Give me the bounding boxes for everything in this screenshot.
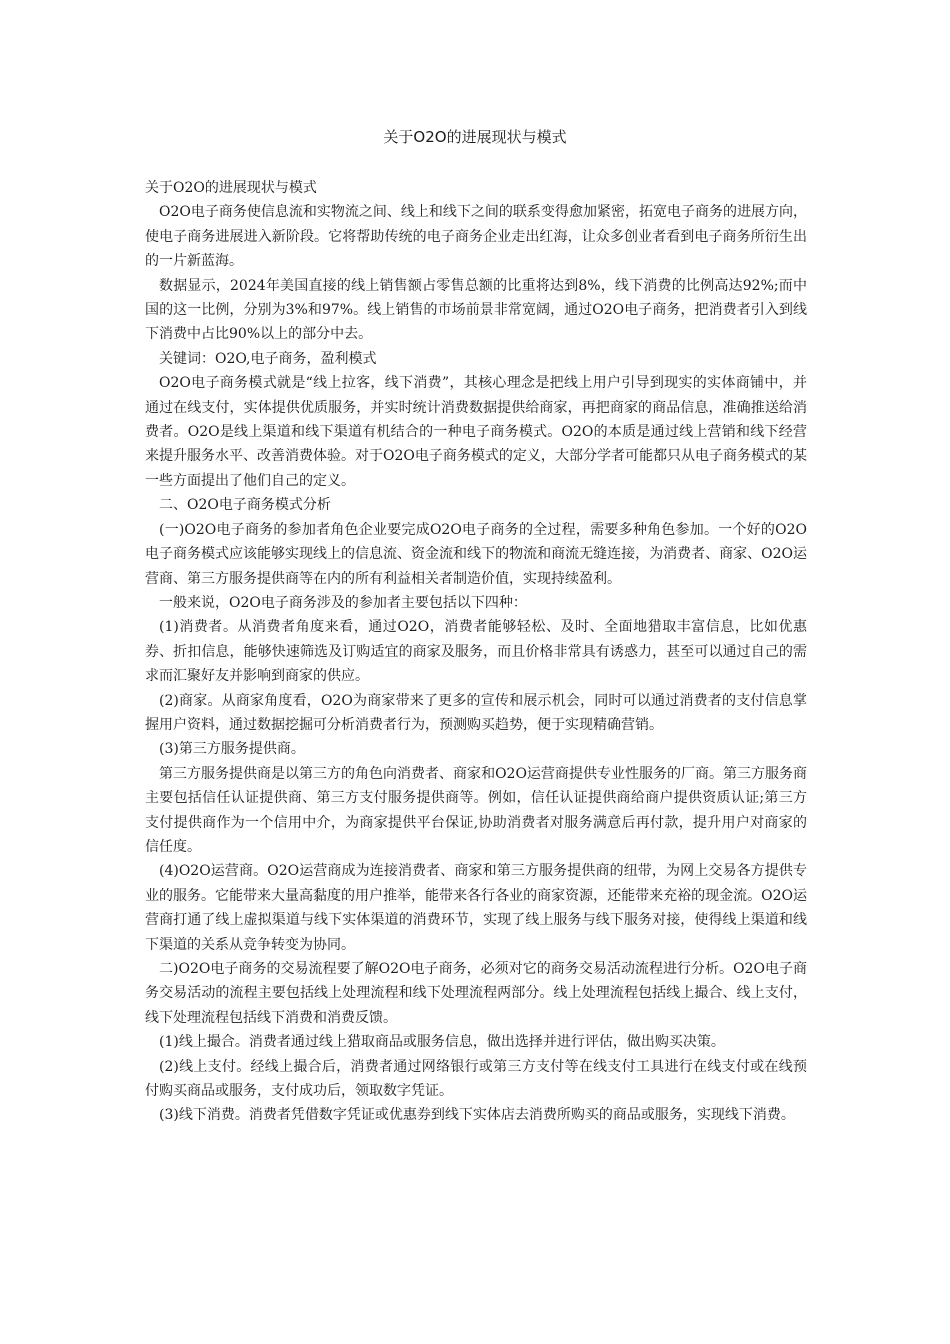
body-paragraph: 一般来说，O2O电子商务涉及的参加者主要包括以下四种： bbox=[159, 594, 527, 611]
body-paragraph: (2)商家。从商家角度看，O2O为商家带来了更多的宣传和展示机会，同时可以通过消费者的支付信息掌握用户资料，通过数据挖掘可分析消费者行为，预测购买趋势，便于实现精确营销。 bbox=[145, 692, 807, 733]
body-paragraph: O2O电子商务模式就是“线上拉客，线下消费”，其核心理念是把线上用户引导到现实的实体商铺中，并通过在线支付，实体提供优质服务，并实时统计消费数据提供给商家，再把商家的商品信息，准确推送给消费者。O2O是线上渠道和线下渠道有机结合的一种电子商务模式。O2O的本质是通过线上营销和线下经营来提升服务水平、改善消费体验。对于O2O电子商务模式的定义，大部分学者可能都只从电子商务模式的某一些方面提出了他们自己的定义。 bbox=[145, 375, 807, 489]
body-paragraph: (4)O2O运营商。O2O运营商成为连接消费者、商家和第三方服务提供商的纽带，为网上交易各方提供专业的服务。它能带来大量高黏度的用户推举，能带来各行各业的商家资源，还能带来充裕的现金流。O2O运营商打通了线上虚拟渠道与线下实体渠道的消费环节，实现了线上服务与线下服务对接，使得线上渠道和线下渠道的关系从竞争转变为协同。 bbox=[145, 863, 807, 953]
body-paragraph: 第三方服务提供商是以第三方的角色向消费者、商家和O2O运营商提供专业性服务的厂商。第三方服务商主要包括信任认证提供商、第三方支付服务提供商等。例如，信任认证提供商给商户提供资质认证;第三方支付提供商作为一个信用中介，为商家提供平台保证,协助消费者对服务满意后再付款，提升用户对商家的信任度。 bbox=[145, 765, 807, 855]
body-paragraph: 二)O2O电子商务的交易流程要了解O2O电子商务，必须对它的商务交易活动流程进行分析。O2O电子商务交易活动的流程主要包括线上处理流程和线下处理流程两部分。线上处理流程包括线上撮合、线上支付，线下处理流程包括线下消费和消费反馈。 bbox=[145, 961, 807, 1026]
body-paragraph: O2O电子商务使信息流和实物流之间、线上和线下之间的联系变得愈加紧密，拓宽电子商务的进展方向，使电子商务进展进入新阶段。它将帮助传统的电子商务企业走出红海，让众多创业者看到电子商务所衍生出的一片新蓝海。 bbox=[145, 204, 807, 270]
document-heading: 关于O2O的进展现状与模式 bbox=[145, 180, 317, 196]
document-body bbox=[145, 176, 807, 1128]
body-paragraph: (2)线上支付。经线上撮合后，消费者通过网络银行或第三方支付等在线支付工具进行在线支付或在线预付购买商品或服务，支付成功后，领取数字凭证。 bbox=[145, 1058, 807, 1100]
body-paragraph: (3)第三方服务提供商。 bbox=[159, 741, 305, 758]
body-paragraph: (一)O2O电子商务的参加者角色企业要完成O2O电子商务的全过程，需要多种角色参加。一个好的O2O电子商务模式应该能够实现线上的信息流、资金流和线下的物流和商流无缝连接，为消费者、商家、O2O运营商、第三方服务提供商等在内的所有利益相关者制造价值，实现持续盈利。 bbox=[145, 521, 807, 587]
body-paragraph: 关键词：O2O,电子商务，盈利模式 bbox=[159, 350, 377, 367]
body-paragraph: (1)线上撮合。消费者通过线上猎取商品或服务信息，做出选择并进行评估，做出购买决策。 bbox=[159, 1034, 725, 1051]
document-title: 关于O2O的进展现状与模式 bbox=[383, 128, 567, 146]
body-paragraph: 数据显示，2024年美国直接的线上销售额占零售总额的比重将达到8%，线下消费的比例高达92%;而中国的这一比例，分别为3%和97%。线上销售的市场前景非常宽阔，通过O2O电子商务，把消费者引入到线下消费中占比90%以上的部分中去。 bbox=[145, 277, 807, 343]
body-paragraph: (3)线下消费。消费者凭借数字凭证或优惠券到线下实体店去消费所购买的商品或服务，实现线下消费。 bbox=[159, 1107, 795, 1124]
body-paragraph: 二、O2O电子商务模式分析 bbox=[159, 497, 331, 514]
body-paragraph: (1)消费者。从消费者角度来看，通过O2O，消费者能够轻松、及时、全面地猎取丰富信息，比如优惠券、折扣信息，能够快速筛选及订购适宜的商家及服务，而且价格非常具有诱惑力，甚至可以通过自己的需求而汇聚好友并影响到商家的供应。 bbox=[145, 619, 807, 685]
